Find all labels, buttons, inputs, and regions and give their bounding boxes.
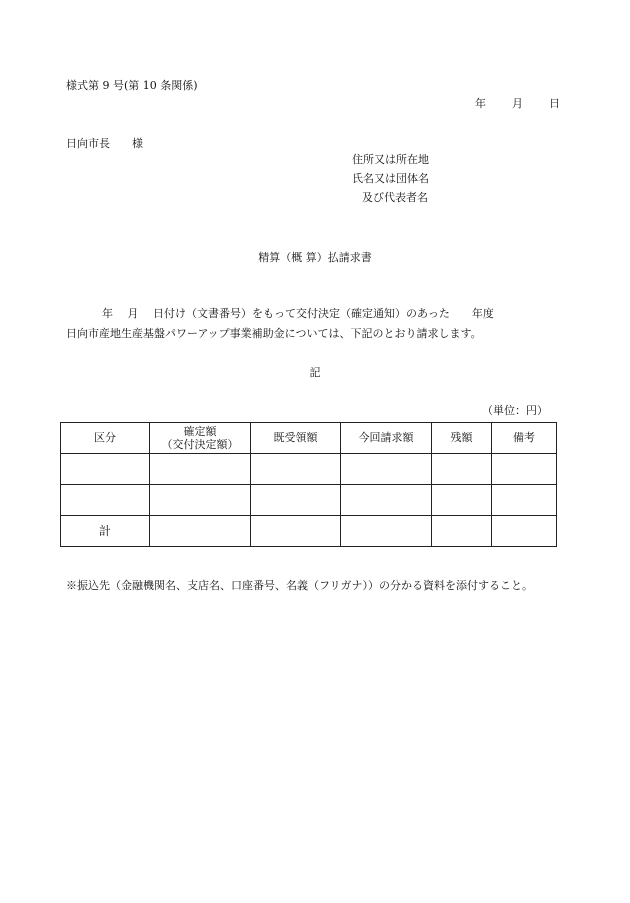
table-cell[interactable] — [341, 485, 432, 516]
table-cell[interactable] — [61, 454, 150, 485]
header-remarks: 備考 — [492, 423, 557, 454]
table-cell[interactable] — [150, 516, 251, 547]
applicant-block — [352, 154, 429, 211]
header-category: 区分 — [61, 423, 150, 454]
table-cell[interactable] — [432, 454, 492, 485]
table-total-row — [61, 516, 557, 547]
table-cell[interactable] — [251, 485, 341, 516]
table-cell[interactable] — [251, 454, 341, 485]
table-cell[interactable] — [150, 454, 251, 485]
table-cell[interactable] — [341, 454, 432, 485]
header-current-request: 今回請求額 — [341, 423, 432, 454]
table-cell[interactable] — [492, 454, 557, 485]
date-year: 年 — [475, 97, 486, 110]
table-cell[interactable] — [251, 516, 341, 547]
body-text-line1: 年 月 日付け（文書番号）をもって交付決定（確定通知）のあった 年度 — [102, 307, 494, 320]
ki-heading: 記 — [309, 366, 321, 379]
name-label: 氏名又は団体名 — [352, 172, 429, 185]
table-cell[interactable] — [492, 516, 557, 547]
addressee: 日向市長 様 — [66, 137, 143, 150]
date-month: 月 — [512, 97, 523, 110]
table-row — [61, 485, 557, 516]
address-label: 住所又は所在地 — [352, 153, 429, 166]
date-day: 日 — [549, 97, 560, 110]
attachment-note: ※振込先（金融機関名、支店名、口座番号、名義（フリガナ））の分かる資料を添付すること。 — [66, 579, 533, 592]
table-cell[interactable] — [432, 485, 492, 516]
table-cell[interactable] — [341, 516, 432, 547]
form-number: 様式第 9 号(第 10 条関係) — [66, 79, 198, 92]
header-received-amount: 既受領額 — [251, 423, 341, 454]
header-confirmed-line1: 確定額 — [183, 424, 217, 438]
header-confirmed-line2: （交付決定額） — [161, 438, 239, 451]
date-line — [475, 98, 560, 109]
header-remaining: 残額 — [432, 423, 492, 454]
header-confirmed-amount — [150, 423, 251, 454]
table-header-row — [61, 423, 557, 454]
table-cell[interactable] — [61, 485, 150, 516]
table-cell[interactable] — [492, 485, 557, 516]
unit-label: （単位：円） — [482, 404, 548, 417]
table-row — [61, 454, 557, 485]
table-cell[interactable] — [150, 485, 251, 516]
total-label: 計 — [61, 516, 150, 547]
amount-table — [60, 422, 557, 547]
body-text-line2: 日向市産地生産基盤パワーアップ事業補助金については、下記のとおり請求します。 — [66, 327, 482, 340]
table-cell[interactable] — [432, 516, 492, 547]
document-title: 精算（概 算）払請求書 — [258, 251, 372, 264]
representative-label: 及び代表者名 — [362, 191, 428, 204]
